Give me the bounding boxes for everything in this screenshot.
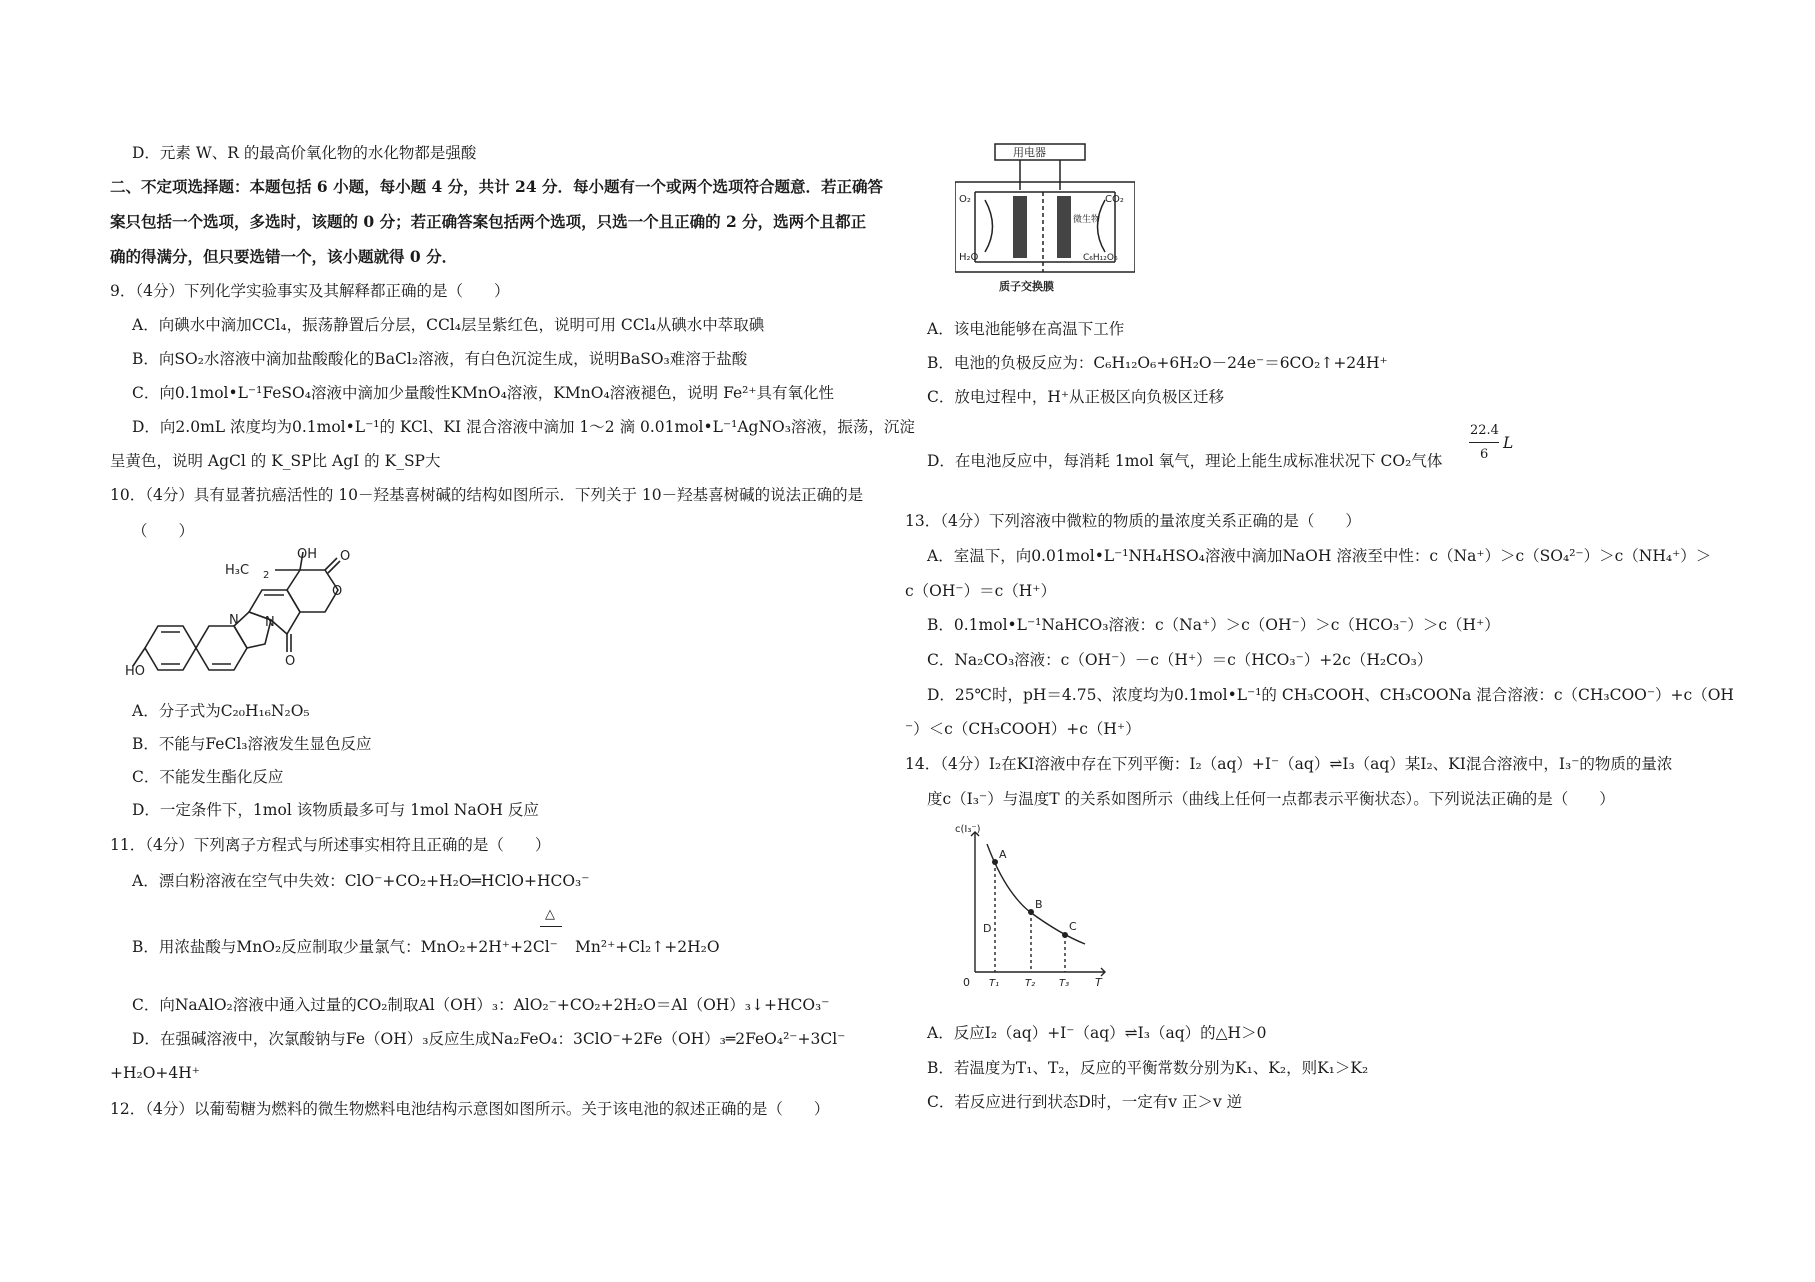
q10-stem-cont: （ ） bbox=[132, 522, 195, 540]
t1-label: T₁ bbox=[989, 978, 1000, 989]
microbe-label: 微生物 bbox=[1073, 215, 1101, 225]
q13-stem: 13．（4分）下列溶液中微粒的物质的量浓度关系正确的是（ ） bbox=[905, 512, 1361, 530]
section-two-heading-line3: 确的得满分，但只要选错一个，该小题就得 0 分． bbox=[110, 247, 458, 266]
q12-option-a: A．该电池能够在高温下工作 bbox=[927, 320, 1125, 338]
q11-option-d: D．在强碱溶液中，次氯酸钠与Fe（OH）₃反应生成Na₂FeO₄：3ClO⁻+2Fe（OH）₃═2FeO₄²⁻+3Cl⁻ bbox=[132, 1030, 846, 1048]
q13-option-c: C．Na₂CO₃溶液：c（OH⁻）－c（H⁺）＝c（HCO₃⁻）+2c（H₂CO₃） bbox=[927, 651, 1433, 669]
q10-option-a: A．分子式为C₂₀H₁₆N₂O₅ bbox=[132, 702, 310, 720]
fraction-unit: L bbox=[1503, 434, 1514, 452]
b-label: B bbox=[1035, 898, 1043, 911]
hydroxycamptothecin-structure bbox=[125, 548, 385, 683]
t3-label: T₃ bbox=[1059, 978, 1070, 989]
c-label: C bbox=[1069, 920, 1077, 933]
q14-stem: 14．（4分）I₂在KI溶液中存在下列平衡：I₂（aq）+I⁻（aq）⇌I₃（aq）某I₂、KI混合溶液中，I₃⁻的物质的量浓 bbox=[905, 755, 1673, 773]
heat-symbol: △ bbox=[545, 907, 555, 922]
q11-option-a: A．漂白粉溶液在空气中失效：ClO⁻+CO₂+H₂O═HClO+HCO₃⁻ bbox=[132, 872, 590, 890]
q10-option-c: C．不能发生酯化反应 bbox=[132, 768, 284, 786]
ethyl-label: H₃C bbox=[225, 563, 250, 578]
fraction-bar bbox=[1469, 442, 1499, 443]
x-axis-label: T bbox=[1095, 976, 1102, 989]
carbonyl-o-label: O bbox=[340, 549, 351, 564]
q9-stem: 9．（4分）下列化学实验事实及其解释都正确的是（ ） bbox=[110, 282, 510, 300]
q10-stem: 10．（4分）具有显著抗癌活性的 10－羟基喜树碱的结构如图所示．下列关于 10－羟基喜树碱的说法正确的是 bbox=[110, 486, 864, 504]
q13-option-a-cont: c（OH⁻）＝c（H⁺） bbox=[905, 582, 1056, 600]
q14-stem-cont: 度c（I₃⁻）与温度T 的关系如图所示（曲线上任何一点都表示平衡状态）。下列说法正确的是（ ） bbox=[927, 790, 1615, 808]
q8-option-d: D．元素 W、R 的最高价氧化物的水化物都是强酸 bbox=[132, 144, 477, 162]
q9-option-b: B．向SO₂水溶液中滴加盐酸酸化的BaCl₂溶液，有白色沉淀生成，说明BaSO₃难溶于盐酸 bbox=[132, 350, 748, 368]
membrane-label: 质子交换膜 bbox=[999, 280, 1054, 293]
q14-option-b: B．若温度为T₁、T₂，反应的平衡常数分别为K₁、K₂，则K₁＞K₂ bbox=[927, 1059, 1369, 1077]
device-label: 用电器 bbox=[1013, 146, 1046, 159]
q9-option-d: D．向2.0mL 浓度均为0.1mol•L⁻¹的 KCl、KI 混合溶液中滴加 1～2 滴 0.01mol•L⁻¹AgNO₃溶液，振荡，沉淀 bbox=[132, 418, 915, 436]
y-axis-label: c(I₃⁻) bbox=[955, 824, 981, 835]
indolizine-n-label: N bbox=[265, 615, 275, 630]
q13-option-b: B．0.1mol•L⁻¹NaHCO₃溶液：c（Na⁺）＞c（OH⁻）＞c（HCO₃⁻）＞c（H⁺） bbox=[927, 616, 1500, 634]
section-two-heading-line2: 案只包括一个选项，多选时，该题的 0 分；若正确答案包括两个选项，只选一个且正确的 2 分，选两个且都正 bbox=[110, 212, 867, 231]
anode-electrode bbox=[1013, 196, 1027, 258]
q12-stem: 12．（4分）以葡萄糖为燃料的微生物燃料电池结构示意图如图所示。关于该电池的叙述正确的是（ ） bbox=[110, 1100, 830, 1118]
o2-label: O₂ bbox=[959, 194, 971, 205]
cathode-electrode bbox=[1057, 196, 1071, 258]
ho-label: HO bbox=[125, 664, 146, 679]
q9-option-c: C．向0.1mol•L⁻¹FeSO₄溶液中滴加少量酸性KMnO₄溶液，KMnO₄溶液褪色，说明 Fe²⁺具有氧化性 bbox=[132, 384, 835, 402]
q10-option-d: D．一定条件下，1mol 该物质最多可与 1mol NaOH 反应 bbox=[132, 801, 539, 819]
point-b bbox=[1028, 909, 1034, 915]
q10-option-b: B．不能与FeCl₃溶液发生显色反应 bbox=[132, 735, 372, 753]
glucose-label: C₆H₁₂O₆ bbox=[1083, 253, 1118, 263]
ring-o-label: O bbox=[332, 584, 343, 599]
q13-option-a: A．室温下，向0.01mol•L⁻¹NH₄HSO₄溶液中滴加NaOH 溶液至中性：c（Na⁺）＞c（SO₄²⁻）＞c（NH₄⁺）＞ bbox=[927, 547, 1712, 565]
co2-label: CO₂ bbox=[1105, 194, 1124, 205]
t2-label: T₂ bbox=[1025, 978, 1036, 989]
q12-option-c: C．放电过程中，H⁺从正极区向负极区迁移 bbox=[927, 388, 1225, 406]
oh-label: OH bbox=[297, 548, 318, 562]
q9-option-a: A．向碘水中滴加CCl₄，振荡静置后分层，CCl₄层呈紫红色，说明可用 CCl₄从碘水中萃取碘 bbox=[132, 316, 765, 334]
section-two-heading: 二、不定项选择题：本题包括 6 小题，每小题 4 分，共计 24 分．每小题有一个或两个选项符合题意．若正确答 bbox=[110, 177, 884, 196]
fraction-numerator: 22.4 bbox=[1470, 423, 1499, 438]
h2o-label: H₂O bbox=[959, 252, 979, 263]
q11-option-b: B．用浓盐酸与MnO₂反应制取少量氯气：MnO₂+2H⁺+2Cl⁻ bbox=[132, 938, 558, 956]
fraction-denominator: 6 bbox=[1480, 447, 1489, 462]
ethyl-subscript: 2 bbox=[263, 570, 270, 581]
origin-label: 0 bbox=[963, 976, 970, 989]
q11-option-b-products: Mn²⁺+Cl₂↑+2H₂O bbox=[575, 938, 720, 956]
q12-option-b: B．电池的负极反应为：C₆H₁₂O₆+6H₂O－24e⁻＝6CO₂↑+24H⁺ bbox=[927, 354, 1388, 372]
point-c bbox=[1062, 932, 1068, 938]
concentration-temperature-graph bbox=[955, 822, 1115, 994]
q13-option-d: D．25℃时，pH＝4.75、浓度均为0.1mol•L⁻¹的 CH₃COOH、CH₃COONa 混合溶液：c（CH₃COO⁻）+c（OH bbox=[927, 686, 1734, 704]
fuel-cell-diagram bbox=[955, 140, 1135, 300]
q14-option-c: C．若反应进行到状态D时，一定有v 正＞v 逆 bbox=[927, 1093, 1243, 1111]
q11-option-d-cont: +H₂O+4H⁺ bbox=[110, 1064, 200, 1082]
d-label: D bbox=[983, 922, 992, 935]
point-a bbox=[992, 859, 998, 865]
q11-option-c: C．向NaAlO₂溶液中通入过量的CO₂制取Al（OH）₃：AlO₂⁻+CO₂+2H₂O＝Al（OH）₃↓+HCO₃⁻ bbox=[132, 996, 830, 1014]
q9-option-d-cont: 呈黄色，说明 AgCl 的 K_SP比 AgI 的 K_SP大 bbox=[110, 452, 441, 470]
q11-stem: 11．（4分）下列离子方程式与所述事实相符且正确的是（ ） bbox=[110, 836, 551, 854]
q13-option-d-cont: ⁻）＜c（CH₃COOH）+c（H⁺） bbox=[905, 720, 1141, 738]
amide-o-label: O bbox=[285, 654, 296, 669]
a-label: A bbox=[999, 848, 1007, 861]
quinoline-n-label: N bbox=[229, 613, 239, 628]
q12-option-d: D．在电池反应中，每消耗 1mol 氧气，理论上能生成标准状况下 CO₂气体 bbox=[927, 452, 1443, 470]
reaction-arrow-line bbox=[540, 926, 562, 927]
q14-option-a: A．反应I₂（aq）+I⁻（aq）⇌I₃（aq）的△H＞0 bbox=[927, 1024, 1267, 1042]
